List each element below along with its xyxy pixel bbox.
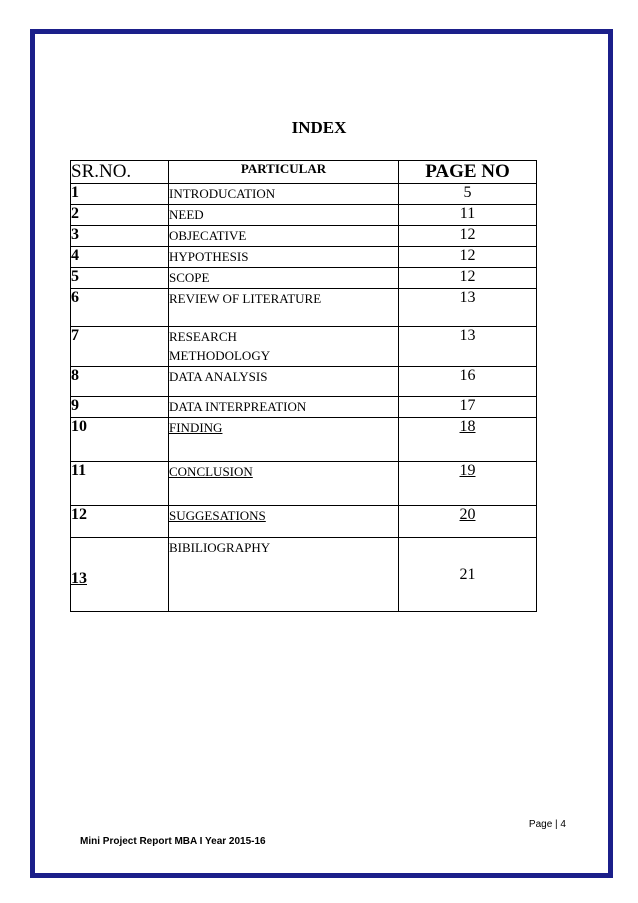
page-cell: 12 <box>399 247 537 268</box>
table-row <box>71 268 537 289</box>
particular-cell: BIBILIOGRAPHY <box>169 538 399 612</box>
page-cell: 19 <box>399 462 537 506</box>
page-cell: 5 <box>399 184 537 205</box>
table-row <box>71 418 537 462</box>
page-cell: 20 <box>399 506 537 538</box>
particular-cell: CONCLUSION <box>169 462 399 506</box>
page-cell: 18 <box>399 418 537 462</box>
particular-cell: FINDING <box>169 418 399 462</box>
sr-cell: 9 <box>71 397 169 418</box>
particular-cell: INTRODUCATION <box>169 184 399 205</box>
sr-cell: 4 <box>71 247 169 268</box>
table-row <box>71 184 537 205</box>
sr-cell: 10 <box>71 418 169 462</box>
table-header-row <box>71 161 537 184</box>
particular-cell: DATA INTERPREATION <box>169 397 399 418</box>
page-cell: 13 <box>399 289 537 327</box>
table-row <box>71 506 537 538</box>
particular-cell: REVIEW OF LITERATURE <box>169 289 399 327</box>
table-row <box>71 226 537 247</box>
particular-cell: SUGGESATIONS <box>169 506 399 538</box>
page-cell: 12 <box>399 268 537 289</box>
particular-cell: HYPOTHESIS <box>169 247 399 268</box>
page-cell: 17 <box>399 397 537 418</box>
sr-cell: 5 <box>71 268 169 289</box>
sr-cell: 12 <box>71 506 169 538</box>
sr-cell: 11 <box>71 462 169 506</box>
table-row <box>71 205 537 226</box>
table-row <box>71 289 537 327</box>
page-cell: 11 <box>399 205 537 226</box>
page-number: Page | 4 <box>528 819 566 830</box>
sr-cell: 1 <box>71 184 169 205</box>
table-row <box>71 367 537 397</box>
header-page-no: PAGE NO <box>399 161 537 184</box>
table-row <box>71 397 537 418</box>
particular-cell: DATA ANALYSIS <box>169 367 399 397</box>
header-particular: PARTICULAR <box>169 161 399 184</box>
particular-cell: RESEARCH METHODOLOGY <box>169 327 399 367</box>
sr-cell: 6 <box>71 289 169 327</box>
table-row <box>71 247 537 268</box>
page-cell: 13 <box>399 327 537 367</box>
header-sr-no: SR.NO. <box>71 161 169 184</box>
sr-cell: 7 <box>71 327 169 367</box>
sr-cell: 2 <box>71 205 169 226</box>
page-title: INDEX <box>291 118 347 137</box>
sr-cell: 3 <box>71 226 169 247</box>
page-cell: 16 <box>399 367 537 397</box>
table-row <box>71 538 537 612</box>
page-cell: 12 <box>399 226 537 247</box>
table-row <box>71 462 537 506</box>
report-footer: Mini Project Report MBA I Year 2015-16 <box>80 836 266 847</box>
particular-cell: OBJECATIVE <box>169 226 399 247</box>
page-cell: 21 <box>399 538 537 612</box>
index-table <box>70 160 537 612</box>
sr-cell: 13 <box>71 538 169 612</box>
particular-cell: NEED <box>169 205 399 226</box>
sr-cell: 8 <box>71 367 169 397</box>
table-row <box>71 327 537 367</box>
particular-cell: SCOPE <box>169 268 399 289</box>
